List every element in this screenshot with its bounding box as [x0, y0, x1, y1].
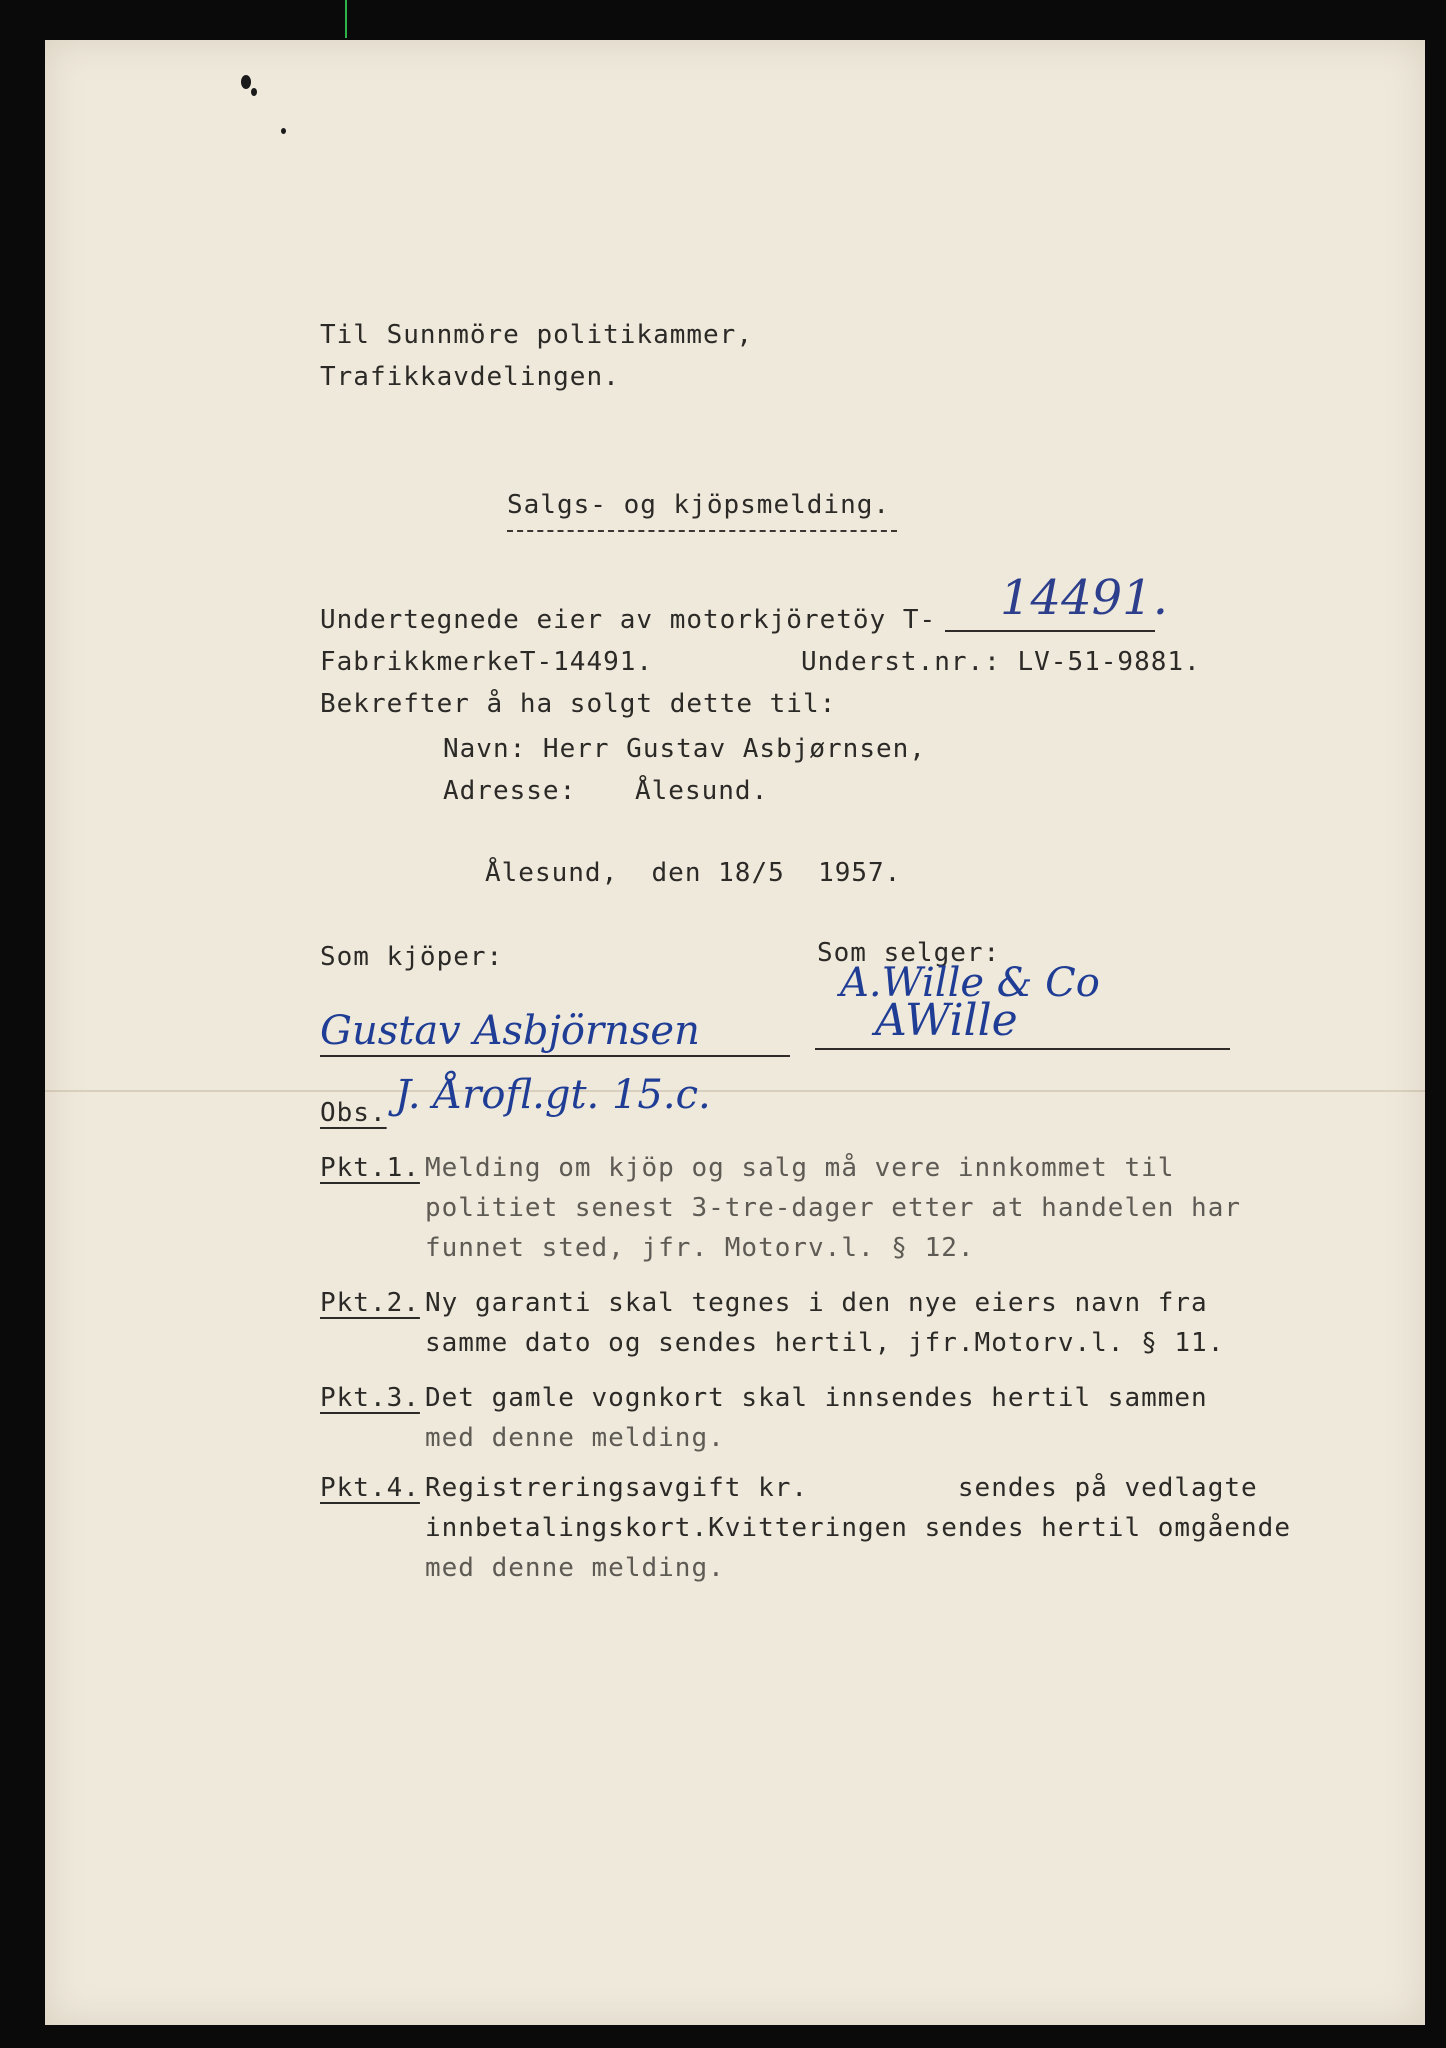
- ink-blot: [241, 75, 251, 89]
- point-4-line: innbetalingskort.Kvitteringen sendes hertil omgående: [425, 1513, 1291, 1543]
- buyer-label: Som kjöper:: [320, 942, 504, 972]
- point-1-line: Melding om kjöp og salg må vere innkommet til: [425, 1153, 1175, 1183]
- buyer-name-line: Navn: Herr Gustav Asbjørnsen,: [443, 734, 926, 764]
- buyer-address-handwritten: J. Årofl.gt. 15.c.: [395, 1072, 711, 1118]
- buyer-address-value: Ålesund.: [635, 776, 769, 806]
- vehicle-owner-line: Undertegnede eier av motorkjöretöy T-: [320, 605, 937, 635]
- point-4-line: med denne melding.: [425, 1553, 725, 1583]
- buyer-signature-line: [320, 1055, 790, 1057]
- point-4-line: Registreringsavgift kr. sendes på vedlagte: [425, 1473, 1258, 1503]
- scan-edge-mark: [345, 0, 347, 38]
- point-1-label: Pkt.1.: [320, 1153, 420, 1183]
- chassis-number-line: Underst.nr.: LV-51-9881.: [801, 647, 1201, 677]
- document-title: Salgs- og kjöpsmelding.: [507, 490, 891, 520]
- buyer-address-label: Adresse:: [443, 776, 577, 806]
- registration-underline: [945, 630, 1155, 632]
- handwritten-registration-number: 14491.: [1000, 570, 1168, 626]
- point-1-line: funnet sted, jfr. Motorv.l. § 12.: [425, 1233, 975, 1263]
- point-2-line: Ny garanti skal tegnes i den nye eiers navn fra: [425, 1288, 1208, 1318]
- seller-signature: A.Wille & Co: [840, 960, 1100, 1006]
- document-sheet: [45, 40, 1425, 2025]
- point-1-line: politiet senest 3-tre-dager etter at handelen har: [425, 1193, 1242, 1223]
- buyer-signature: Gustav Asbjörnsen: [320, 1008, 700, 1054]
- point-2-label: Pkt.2.: [320, 1288, 420, 1318]
- point-4-label: Pkt.4.: [320, 1473, 420, 1503]
- confirm-line: Bekrefter å ha solgt dette til:: [320, 689, 837, 719]
- place-date-line: Ålesund, den 18/5 1957.: [485, 858, 902, 888]
- addressee-line-2: Trafikkavdelingen.: [320, 362, 620, 392]
- ink-blot: [251, 88, 257, 96]
- ink-blot: [281, 128, 286, 134]
- title-underline: [507, 530, 897, 532]
- obs-label: Obs.: [320, 1098, 387, 1128]
- paper-fold: [45, 1090, 1425, 1092]
- make-line: FabrikkmerkeT-14491.: [320, 647, 654, 677]
- point-2-line: samme dato og sendes hertil, jfr.Motorv.l. § 11.: [425, 1328, 1225, 1358]
- point-3-line: Det gamle vognkort skal innsendes hertil sammen: [425, 1383, 1208, 1413]
- point-3-label: Pkt.3.: [320, 1383, 420, 1413]
- seller-signature-line: [815, 1048, 1230, 1050]
- point-3-line: med denne melding.: [425, 1423, 725, 1453]
- seller-signature-second: AWille: [875, 995, 1018, 1046]
- seller-label: Som selger:: [817, 938, 1001, 968]
- addressee-line-1: Til Sunnmöre politikammer,: [320, 320, 753, 350]
